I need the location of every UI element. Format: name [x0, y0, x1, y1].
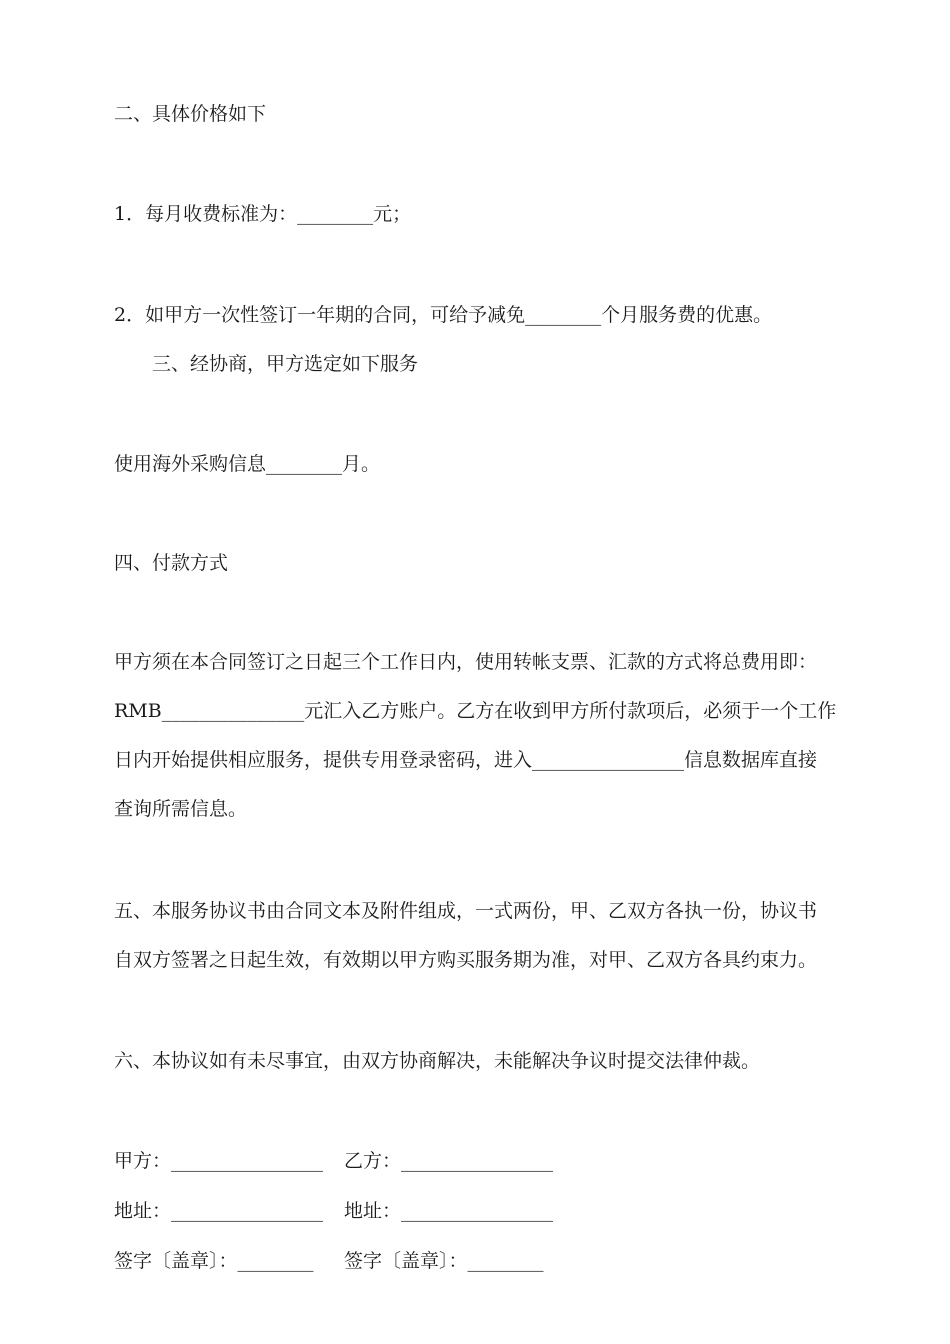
- signature-party-a: 甲方：________________: [114, 1150, 324, 1172]
- section6-text: 六、本协议如有未尽事宜，由双方协商解决，未能解决争议时提交法律仲裁。: [114, 1050, 761, 1072]
- signature-sign-b: 签字〔盖章〕：________: [344, 1250, 544, 1272]
- section4-body: [114, 638, 838, 834]
- section3-heading: 三、经协商，甲方选定如下服务: [152, 353, 419, 375]
- section4-heading: 四、付款方式: [114, 552, 229, 574]
- section5-body-line: 自双方签署之日起生效，有效期以甲方购买服务期为准，对甲、乙双方各具约束力。: [114, 949, 818, 971]
- signature-party-b: 乙方：________________: [344, 1150, 554, 1172]
- section2-item1: 1．每月收费标准为：________元；: [114, 203, 412, 225]
- section4-body-line: RMB_______________元汇入乙方账户。乙方在收到甲方所付款项后，必须于一个工作: [114, 700, 837, 722]
- section4-body-line: 查询所需信息。: [114, 798, 248, 820]
- signature-address-a: 地址：________________: [114, 1200, 324, 1222]
- section4-body-line: 日内开始提供相应服务，提供专用登录密码，进入________________信息数据库直接: [114, 749, 818, 771]
- signature-sign-a: 签字〔盖章〕：________: [114, 1250, 314, 1272]
- section2-heading: 二、具体价格如下: [114, 103, 267, 125]
- section2-item2: 2．如甲方一次性签订一年期的合同，可给予减免________个月服务费的优惠。: [114, 304, 773, 326]
- section5-body: [114, 887, 838, 985]
- section3-line: 使用海外采购信息________月。: [114, 453, 381, 475]
- signature-address-b: 地址：________________: [344, 1200, 554, 1222]
- section5-body-line: 五、本服务协议书由合同文本及附件组成，一式两份，甲、乙双方各执一份，协议书: [114, 900, 818, 922]
- section4-body-line: 甲方须在本合同签订之日起三个工作日内，使用转帐支票、汇款的方式将总费用即：: [114, 651, 818, 673]
